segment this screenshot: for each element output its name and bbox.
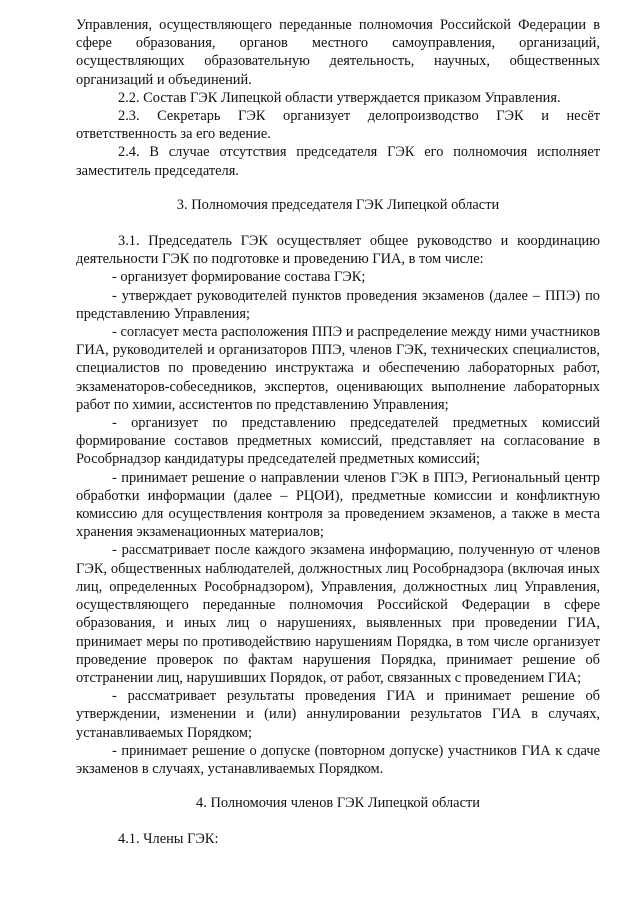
list-item: - рассматривает результаты проведения ГИА и принимает решение об утверждении, изменении и (или) аннулировании результатов ГИА в случаях, устанавливаемых Порядком; (76, 688, 600, 741)
spacer (76, 812, 600, 830)
list-item: - принимает решение о допуске (повторном допуске) участников ГИА к сдаче экзаменов в случаях, устанавливаемых Порядком. (76, 742, 600, 777)
list-item: - рассматривает после каждого экзамена информацию, полученную от членов ГЭК, общественных наблюдателей, должностных лиц Рособрнадзора (включая иных лиц, определенных Рособрнадзором), Управления, должностных лиц Управления, осуществляющего переданные полномочия Российской Федерации в сфере образования, и иных лиц о нарушениях, выявленных при проведении ГИА, принимает меры по противодействию нарушениям Порядка, в том числе организует проведение проверок по фактам нарушения Порядка, принимает решение об отстранении лиц, нарушивших Порядок, от работ, связанных с проведением ГИА; (76, 542, 600, 686)
paragraph-2-3: 2.3. Секретарь ГЭК организует делопроизводство ГЭК и несёт ответственность за его ведение. (76, 108, 600, 143)
paragraph-2-4: 2.4. В случае отсутствия председателя ГЭК его полномочия исполняет заместитель председателя. (76, 144, 600, 179)
section-3-heading: 3. Полномочия председателя ГЭК Липецкой области (176, 196, 500, 213)
list-item: - согласует места расположения ППЭ и распределение между ними участников ГИА, руководителей и организаторов ППЭ, членов ГЭК, технических специалистов, специалистов по проведению инструктажа и обеспечению лабораторных работ, экзаменаторов-собеседников, экспертов, оценивающих выполнение лабораторных работ по химии, ассистентов по представлению Управления; (76, 324, 600, 413)
spacer (76, 214, 600, 232)
spacer (76, 778, 600, 794)
list-item: - утверждает руководителей пунктов проведения экзаменов (далее – ППЭ) по представлению Управления; (76, 287, 600, 322)
intro-continuation-paragraph: Управления, осуществляющего переданные полномочия Российской Федерации в сфере образования, органов местного самоуправления, организаций, осуществляющих образовательную деятельность, научных, общественных организаций и объединений. (76, 17, 600, 88)
list-item: - организует по представлению председателей предметных комиссий формирование составов предметных комиссий, представляет на согласование в Рособрнадзор кандидатуры председателей предметных комиссий; (76, 415, 600, 468)
powers-list (76, 268, 600, 778)
spacer (76, 180, 600, 196)
paragraph-2-2: 2.2. Состав ГЭК Липецкой области утверждается приказом Управления. (118, 89, 561, 106)
paragraph-3-1: 3.1. Председатель ГЭК осуществляет общее руководство и координацию деятельности ГЭК по подготовке и проведению ГИА, в том числе: (76, 233, 600, 268)
list-item: - организует формирование состава ГЭК; (112, 269, 366, 286)
paragraph-4-1: 4.1. Члены ГЭК: (118, 831, 219, 848)
list-item: - принимает решение о направлении членов ГЭК в ППЭ, Региональный центр обработки информации (далее – РЦОИ), предметные комиссии и конфликтную комиссию для осуществления контроля за проведением экзаменов, а также в места хранения экзаменационных материалов; (76, 469, 600, 541)
section-4-heading: 4. Полномочия членов ГЭК Липецкой области (196, 795, 480, 812)
